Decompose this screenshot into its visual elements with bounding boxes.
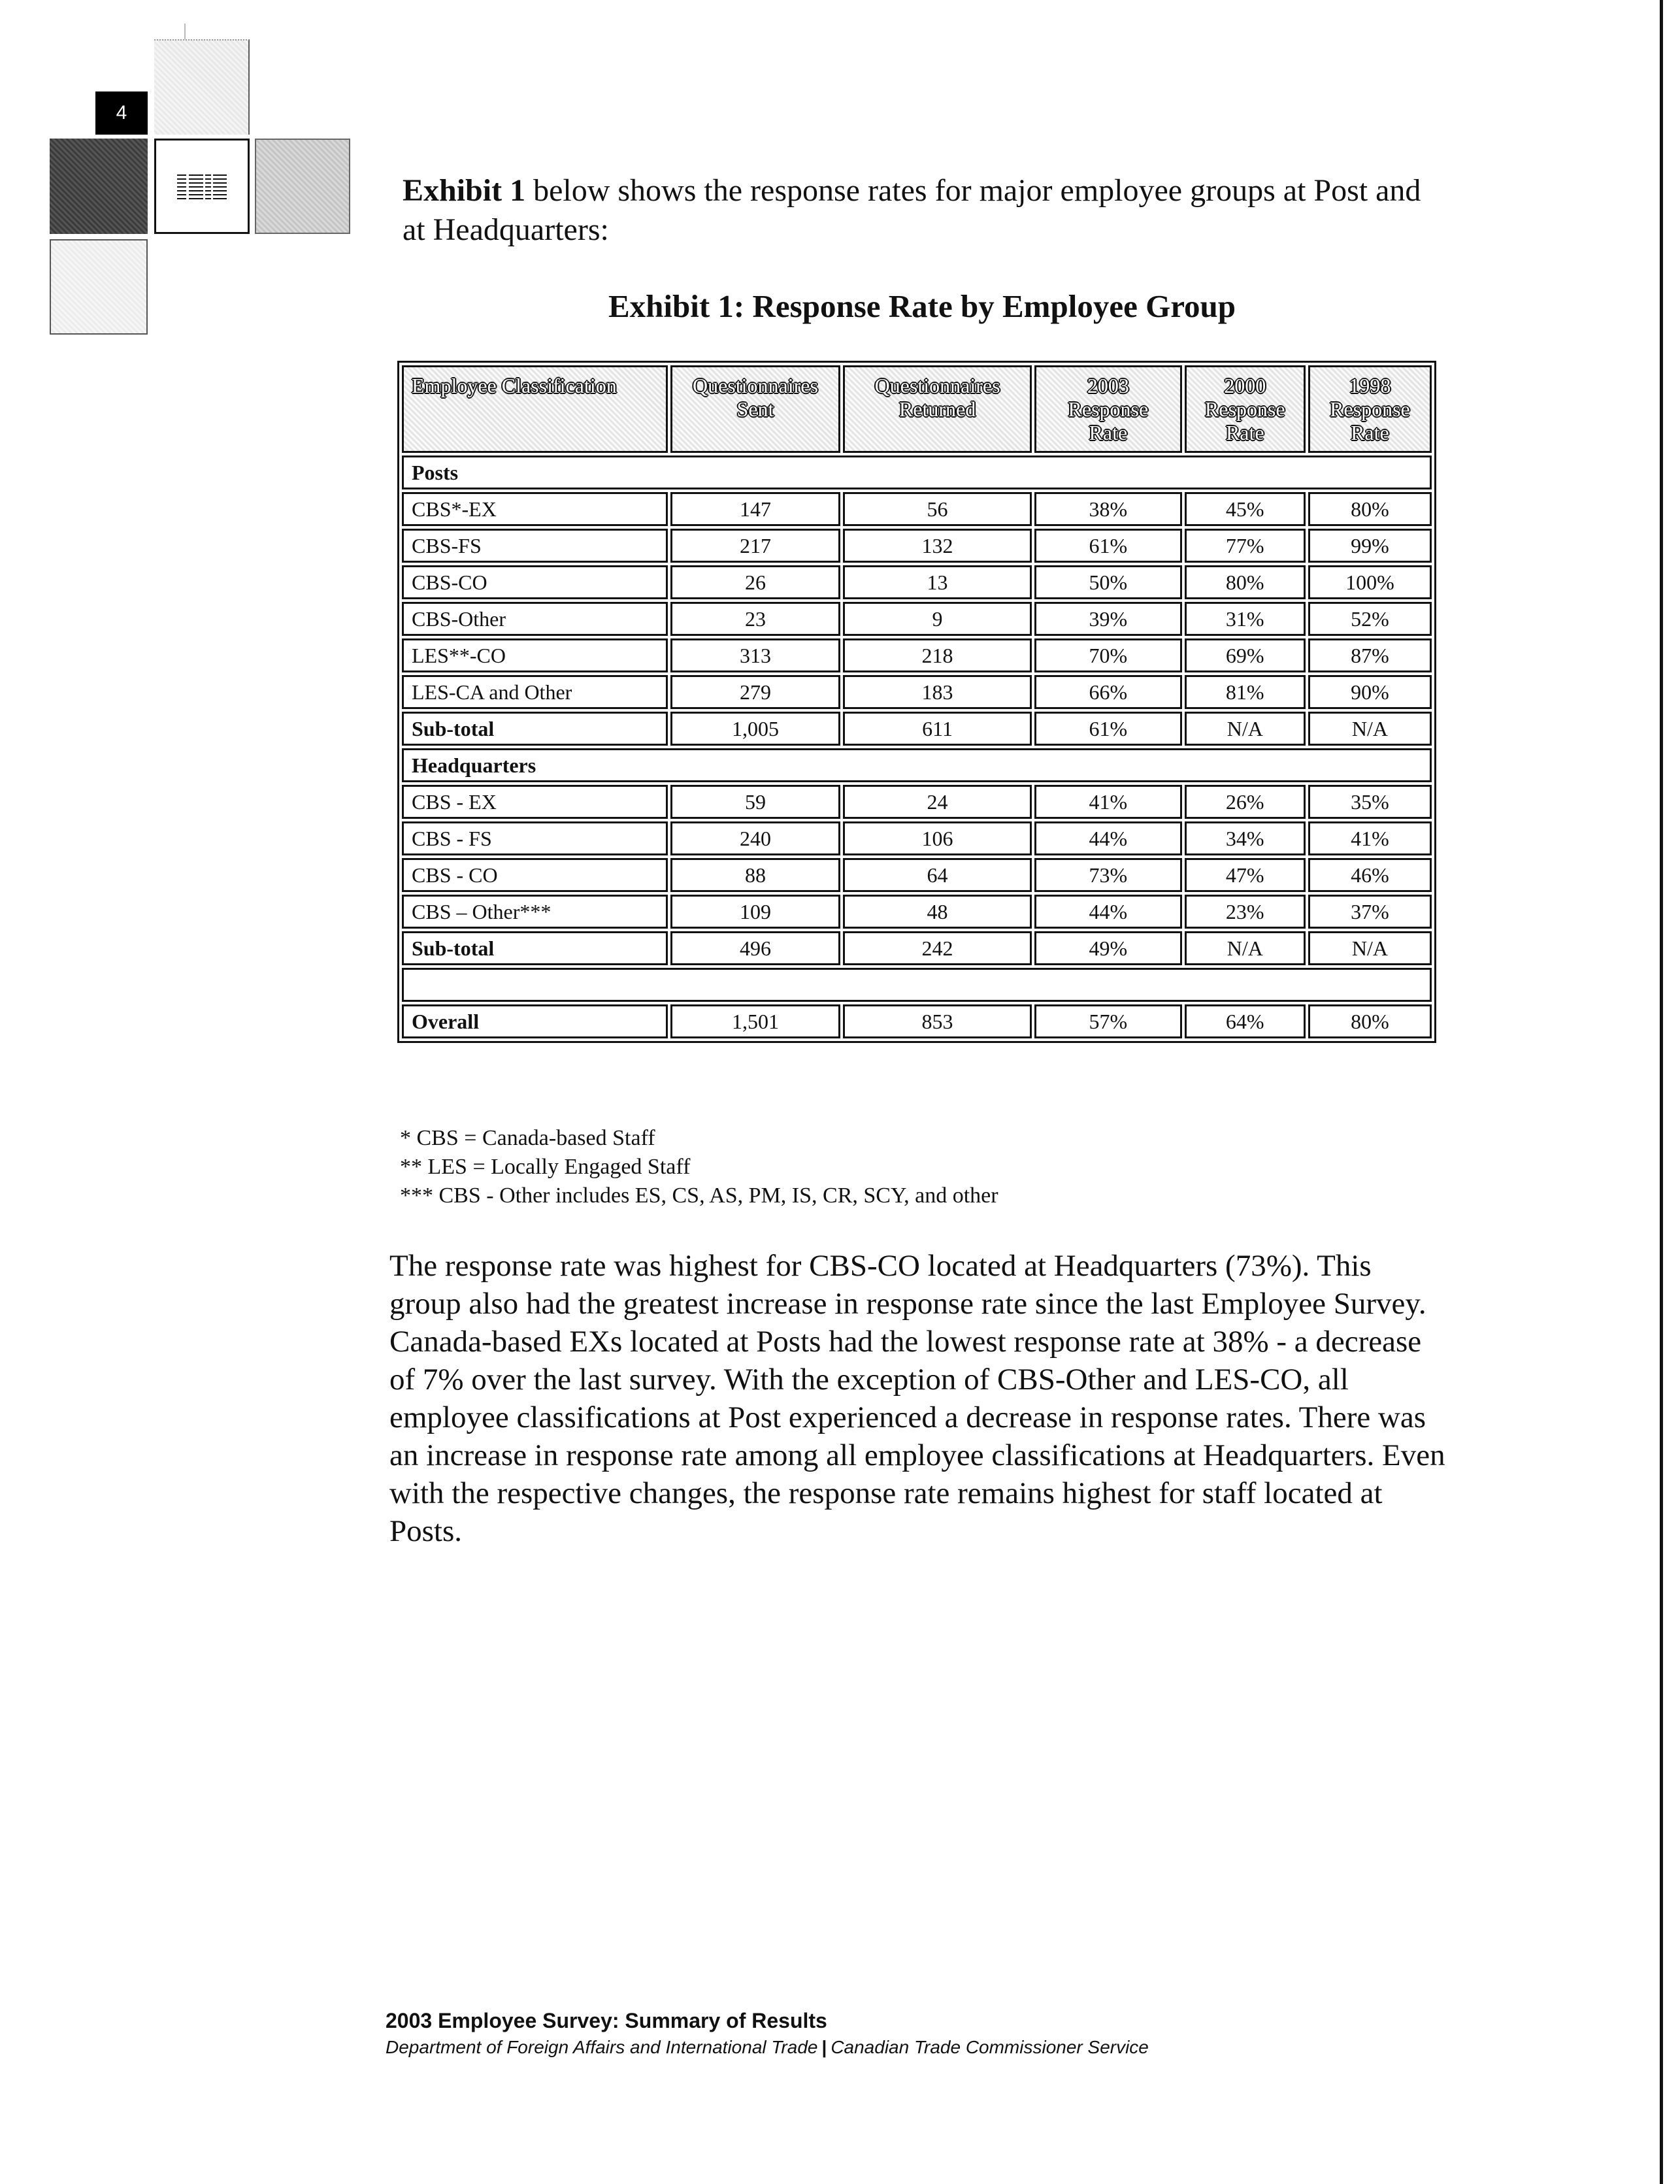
header-sent: Questionnaires Sent xyxy=(670,365,840,453)
row-label: CBS-CO xyxy=(402,565,668,599)
footer-service: Canadian Trade Commissioner Service xyxy=(831,2037,1149,2057)
cell-rate-1998: 52% xyxy=(1308,602,1432,636)
blank-spacer-row xyxy=(402,968,1432,1002)
row-label: CBS-Other xyxy=(402,602,668,636)
cell-rate-2000: 80% xyxy=(1185,565,1306,599)
header-rate-2003-word1: Response xyxy=(1068,397,1149,421)
footer-separator: | xyxy=(821,2037,827,2057)
cell-rate-2000: 45% xyxy=(1185,492,1306,526)
page-number: 4 xyxy=(95,91,148,135)
header-rate-2000-word1: Response xyxy=(1204,397,1285,421)
row-label: CBS*-EX xyxy=(402,492,668,526)
row-label: CBS - EX xyxy=(402,785,668,819)
row-label: CBS – Other*** xyxy=(402,895,668,929)
header-rate-2000-year: 2000 xyxy=(1224,374,1266,397)
header-block-dark xyxy=(50,139,148,234)
table-row xyxy=(402,602,1432,636)
row-label: LES**-CO xyxy=(402,638,668,672)
exhibit-title: Exhibit 1: Response Rate by Employee Group xyxy=(608,288,1236,324)
subtotal-row-headquarters xyxy=(402,931,1432,965)
table-row xyxy=(402,821,1432,855)
cell-rate-1998: 41% xyxy=(1308,821,1432,855)
footer-subtitle xyxy=(386,2037,1149,2058)
cell-rate-2003: 73% xyxy=(1034,858,1182,892)
table-row xyxy=(402,785,1432,819)
header-block-bottom xyxy=(50,239,148,335)
cell-rate-1998: 37% xyxy=(1308,895,1432,929)
cell-returned: 132 xyxy=(843,529,1032,563)
cell-sent: 59 xyxy=(670,785,840,819)
ibm-logo-icon xyxy=(174,171,229,201)
cell-rate-1998: N/A xyxy=(1308,931,1432,965)
body-paragraph: The response rate was highest for CBS-CO located at Headquarters (73%). This group also had the greatest increase in response rate since the last Employee Survey. Canada-based EXs located at Posts had the lowest response rate at 38% - a decrease of 7% over the last survey. With the exception of CBS-Other and LES-CO, all employee classifications at Post experienced a decrease in response rates. There was an increase in response rate among all employee classifications at Headquarters. Even with the respective changes, the response rate remains highest for staff located at Posts. xyxy=(389,1249,1445,1548)
cell-sent: 496 xyxy=(670,931,840,965)
cell-rate-2000: 23% xyxy=(1185,895,1306,929)
cell-rate-2000: 26% xyxy=(1185,785,1306,819)
header-rate-2003-word2: Rate xyxy=(1089,421,1128,444)
row-label: CBS - CO xyxy=(402,858,668,892)
row-label: CBS - FS xyxy=(402,821,668,855)
row-label: Sub-total xyxy=(402,931,668,965)
subtotal-row-posts xyxy=(402,712,1432,746)
header-block-top xyxy=(154,39,250,135)
table-row xyxy=(402,529,1432,563)
section-row-headquarters xyxy=(402,748,1432,782)
intro-lead: Exhibit 1 xyxy=(403,173,526,208)
cell-rate-2000: 64% xyxy=(1185,1004,1306,1038)
cell-rate-1998: 100% xyxy=(1308,565,1432,599)
cell-sent: 313 xyxy=(670,638,840,672)
cell-rate-1998: 87% xyxy=(1308,638,1432,672)
cell-sent: 240 xyxy=(670,821,840,855)
intro-text xyxy=(403,171,1448,250)
cell-rate-2000: 47% xyxy=(1185,858,1306,892)
cell-rate-2003: 41% xyxy=(1034,785,1182,819)
cell-returned: 611 xyxy=(843,712,1032,746)
table-header-row xyxy=(402,365,1432,453)
footnote-cbs-other: *** CBS - Other includes ES, CS, AS, PM, IS, CR, SCY, and other xyxy=(400,1183,998,1208)
cell-sent: 1,501 xyxy=(670,1004,840,1038)
footer-department: Department of Foreign Affairs and International Trade xyxy=(386,2037,818,2057)
cell-sent: 279 xyxy=(670,675,840,709)
table-row xyxy=(402,895,1432,929)
cell-rate-1998: 99% xyxy=(1308,529,1432,563)
row-label: CBS-FS xyxy=(402,529,668,563)
cell-rate-2003: 50% xyxy=(1034,565,1182,599)
cell-rate-2000: 31% xyxy=(1185,602,1306,636)
cell-rate-1998: 90% xyxy=(1308,675,1432,709)
cell-rate-2003: 57% xyxy=(1034,1004,1182,1038)
cell-returned: 106 xyxy=(843,821,1032,855)
cell-returned: 56 xyxy=(843,492,1032,526)
header-block-light xyxy=(255,139,350,234)
cell-rate-2003: 44% xyxy=(1034,821,1182,855)
cell-rate-2000: N/A xyxy=(1185,931,1306,965)
cell-rate-2003: 44% xyxy=(1034,895,1182,929)
response-rate-table xyxy=(397,361,1436,1043)
cell-returned: 48 xyxy=(843,895,1032,929)
cell-sent: 88 xyxy=(670,858,840,892)
cell-rate-2000: 81% xyxy=(1185,675,1306,709)
cell-returned: 183 xyxy=(843,675,1032,709)
table-row xyxy=(402,675,1432,709)
cell-rate-1998: 80% xyxy=(1308,1004,1432,1038)
cell-sent: 1,005 xyxy=(670,712,840,746)
footnote-cbs: * CBS = Canada-based Staff xyxy=(400,1126,655,1150)
cell-rate-1998: N/A xyxy=(1308,712,1432,746)
cell-returned: 24 xyxy=(843,785,1032,819)
overall-row xyxy=(402,1004,1432,1038)
section-label-headquarters: Headquarters xyxy=(402,748,1432,782)
cell-rate-2000: N/A xyxy=(1185,712,1306,746)
row-label: Overall xyxy=(402,1004,668,1038)
header-rate-2003 xyxy=(1034,365,1182,453)
cell-rate-2003: 38% xyxy=(1034,492,1182,526)
cell-sent: 147 xyxy=(670,492,840,526)
section-label-posts: Posts xyxy=(402,455,1432,489)
page-footer xyxy=(386,2009,1149,2058)
cell-returned: 242 xyxy=(843,931,1032,965)
cell-rate-1998: 46% xyxy=(1308,858,1432,892)
header-classification: Employee Classification xyxy=(402,365,668,453)
table-row xyxy=(402,638,1432,672)
header-rate-2000 xyxy=(1185,365,1306,453)
footnote-les: ** LES = Locally Engaged Staff xyxy=(400,1155,691,1179)
cell-returned: 853 xyxy=(843,1004,1032,1038)
table-row xyxy=(402,858,1432,892)
cell-rate-2000: 69% xyxy=(1185,638,1306,672)
cell-sent: 217 xyxy=(670,529,840,563)
header-rate-1998 xyxy=(1308,365,1432,453)
header-returned: Questionnaires Returned xyxy=(843,365,1032,453)
logo-block xyxy=(154,139,250,234)
scan-edge-line xyxy=(1660,0,1663,2184)
cell-rate-2003: 61% xyxy=(1034,529,1182,563)
cell-rate-2000: 34% xyxy=(1185,821,1306,855)
cell-rate-2003: 66% xyxy=(1034,675,1182,709)
cell-returned: 218 xyxy=(843,638,1032,672)
row-label: LES-CA and Other xyxy=(402,675,668,709)
cell-rate-1998: 35% xyxy=(1308,785,1432,819)
intro-rest: below shows the response rates for major employee groups at Post and at Headquarters: xyxy=(403,173,1421,247)
cell-sent: 26 xyxy=(670,565,840,599)
blank-spacer-cell xyxy=(402,968,1432,1002)
response-rate-table-wrapper xyxy=(397,361,1436,1043)
cell-returned: 13 xyxy=(843,565,1032,599)
cell-rate-2003: 39% xyxy=(1034,602,1182,636)
header-rate-2003-year: 2003 xyxy=(1087,374,1129,397)
table-row xyxy=(402,492,1432,526)
table-footnotes xyxy=(400,1124,998,1210)
header-rate-1998-year: 1998 xyxy=(1349,374,1391,397)
cell-returned: 64 xyxy=(843,858,1032,892)
header-rate-1998-word2: Rate xyxy=(1351,421,1389,444)
header-rate-2000-word2: Rate xyxy=(1225,421,1264,444)
cell-rate-2003: 61% xyxy=(1034,712,1182,746)
cell-rate-1998: 80% xyxy=(1308,492,1432,526)
cell-returned: 9 xyxy=(843,602,1032,636)
cell-sent: 23 xyxy=(670,602,840,636)
header-rate-1998-word1: Response xyxy=(1330,397,1410,421)
cell-rate-2000: 77% xyxy=(1185,529,1306,563)
cell-sent: 109 xyxy=(670,895,840,929)
cell-rate-2003: 70% xyxy=(1034,638,1182,672)
table-row xyxy=(402,565,1432,599)
footer-title: 2003 Employee Survey: Summary of Results xyxy=(386,2009,827,2032)
row-label: Sub-total xyxy=(402,712,668,746)
section-row-posts xyxy=(402,455,1432,489)
cell-rate-2003: 49% xyxy=(1034,931,1182,965)
